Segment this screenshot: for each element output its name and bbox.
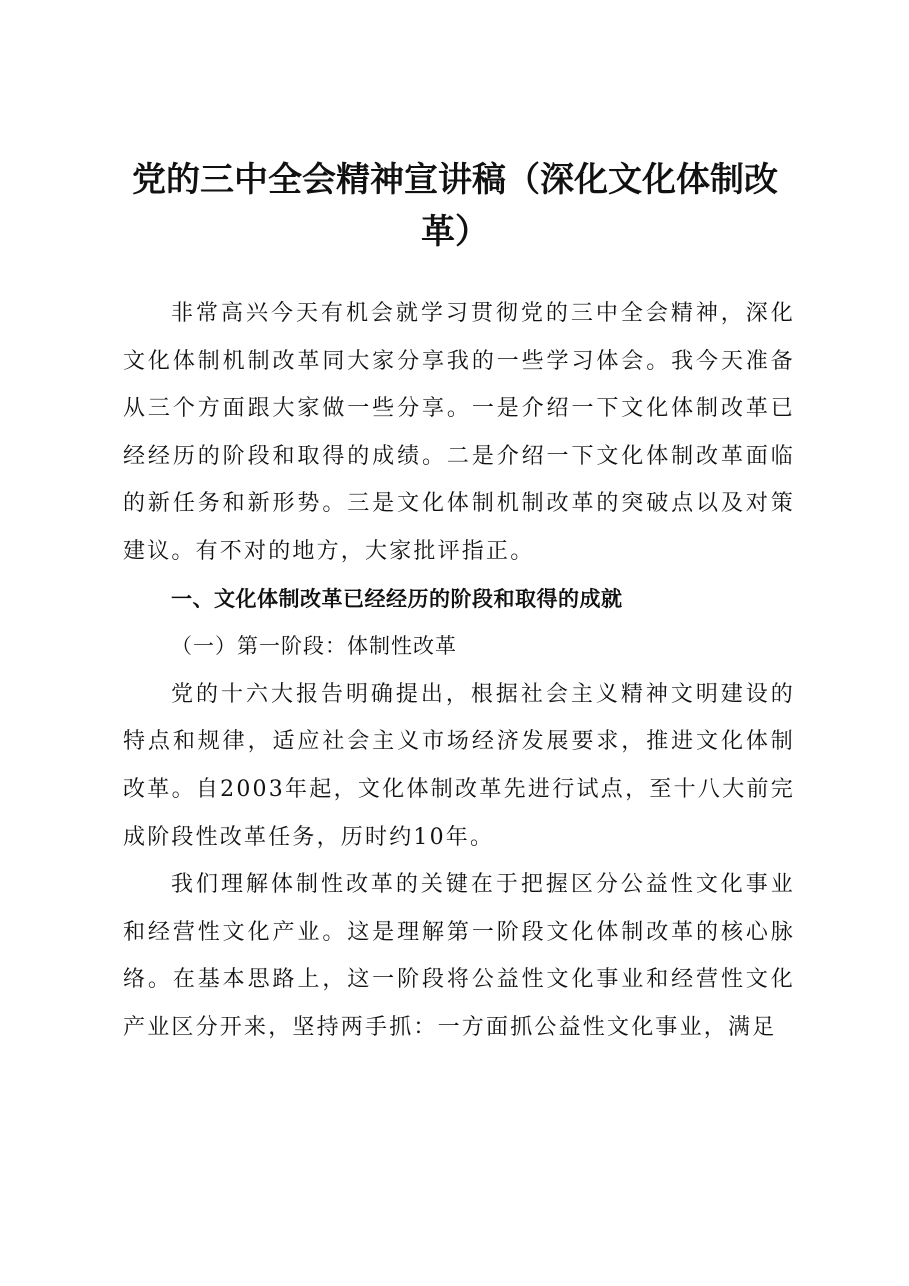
document-body xyxy=(123,290,795,1052)
section-heading: 一、文化体制改革已经经历的阶段和取得的成就 xyxy=(171,586,623,611)
subsection-heading: （一）第一阶段：体制性改革 xyxy=(171,634,457,659)
intro-paragraph: 非常高兴今天有机会就学习贯彻党的三中全会精神，深化文化体制机制改革同大家分享我的一些学习体会。我今天准备从三个方面跟大家做一些分享。一是介绍一下文化体制改革已经经历的阶段和取得的成绩。二是介绍一下文化体制改革面临的新任务和新形势。三是文化体制机制改革的突破点以及对策建议。有不对的地方，大家批评指正。 xyxy=(123,301,795,564)
body-paragraph: 党的十六大报告明确提出，根据社会主义精神文明建设的特点和规律，适应社会主义市场经济发展要求，推进文化体制改革。自2003年起，文化体制改革先进行试点，至十八大前完成阶段性改革任务，历时约10年。 xyxy=(123,681,795,850)
body-paragraph: 我们理解体制性改革的关键在于把握区分公益性文化事业和经营性文化产业。这是理解第一阶段文化体制改革的核心脉络。在基本思路上，这一阶段将公益性文化事业和经营性文化产业区分开来，坚持两手抓：一方面抓公益性文化事业，满足 xyxy=(123,872,795,1040)
document-title: 党的三中全会精神宣讲稿（深化文化体制改革） xyxy=(132,160,778,252)
